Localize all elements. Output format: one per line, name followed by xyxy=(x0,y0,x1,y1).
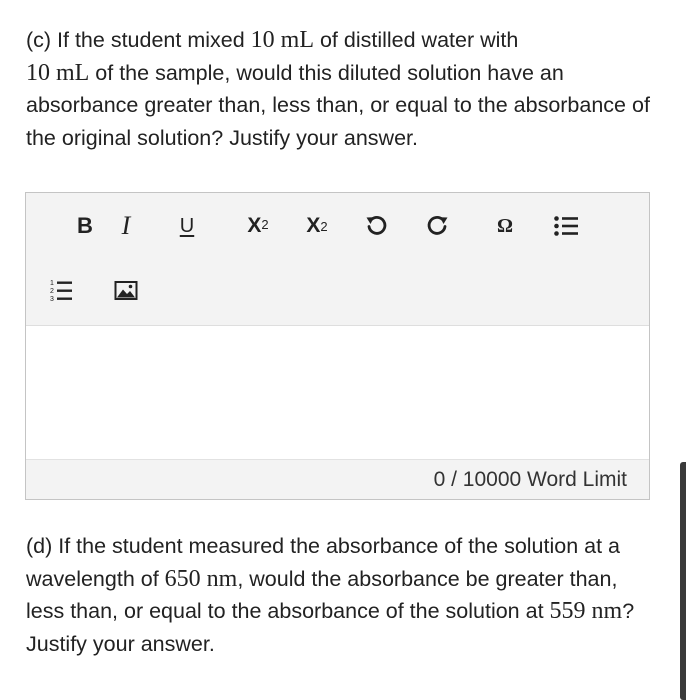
insert-image-button[interactable] xyxy=(108,273,144,309)
question-d-text: (d) If the student measured the absorbance of the solution at a wavelength of 650 nm, would the absorbance be greater than, less than, or equal to the absorbance of the solution at 559 nm? Justify your answer. xyxy=(26,534,635,656)
undo-button[interactable] xyxy=(358,208,394,244)
subscript-button[interactable]: X 2 xyxy=(306,214,328,237)
math-volume: 10 mL xyxy=(26,59,90,86)
svg-text:1: 1 xyxy=(50,280,54,287)
bullet-list-icon xyxy=(553,214,579,238)
svg-text:3: 3 xyxy=(50,296,54,303)
bold-button[interactable]: B xyxy=(77,213,93,238)
question-c-text: (c) If the student mixed 10 mL of distilled water with 10 mL of the sample, would this diluted solution have an absorbance greater than, less than, or equal to the absorbance of the original solution? Justify your answer. xyxy=(26,27,650,150)
math-wavelength: 559 nm xyxy=(549,598,623,624)
special-character-button[interactable]: Ω xyxy=(496,214,513,237)
italic-button[interactable]: I xyxy=(121,211,131,240)
answer-text-area[interactable] xyxy=(26,326,649,459)
numbered-list-button[interactable] xyxy=(43,273,79,309)
bullet-list-button[interactable] xyxy=(548,208,584,244)
page-scrollbar[interactable] xyxy=(680,462,686,700)
underline-button[interactable]: U xyxy=(179,214,195,237)
math-volume: 10 mL xyxy=(250,27,314,53)
editor-status-bar xyxy=(26,459,649,499)
svg-text:2: 2 xyxy=(50,288,54,295)
numbered-list-icon xyxy=(49,278,73,304)
math-wavelength: 650 nm xyxy=(164,565,238,592)
redo-button[interactable] xyxy=(420,208,456,244)
editor-toolbar xyxy=(26,193,649,326)
answer-editor xyxy=(25,192,650,500)
word-count-label: 0 / 10000 Word Limit xyxy=(433,467,627,491)
superscript-button[interactable]: X $^2$ xyxy=(247,214,269,237)
redo-icon xyxy=(426,214,450,238)
image-icon xyxy=(114,280,138,302)
undo-icon xyxy=(364,214,388,238)
